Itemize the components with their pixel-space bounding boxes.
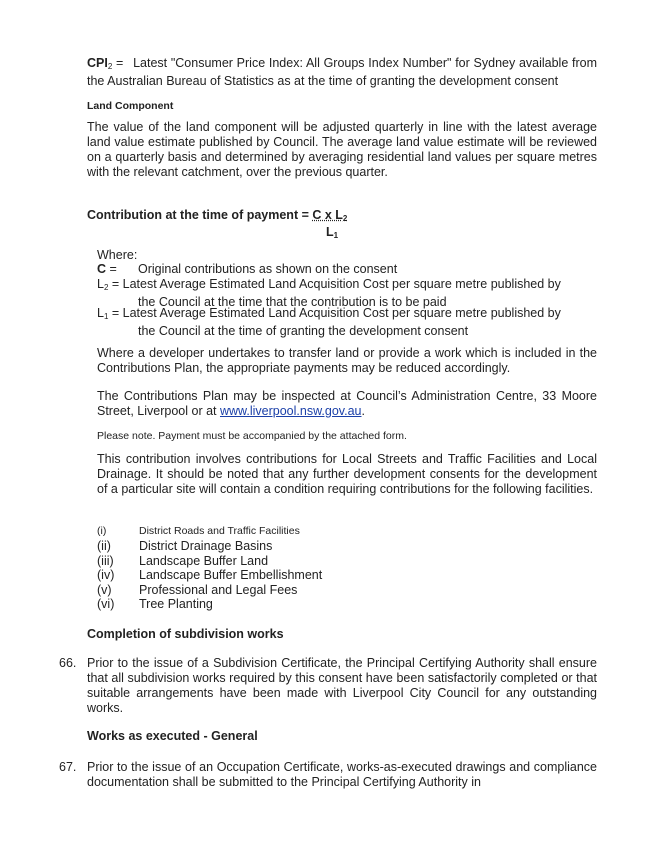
clause-67-text: Prior to the issue of an Occupation Certificate, works-as-executed drawings and compliance documentation shall be submitted to the Principal Certifying Authority in — [87, 760, 597, 789]
completion-heading: Completion of subdivision works — [87, 627, 284, 641]
facilities-list — [97, 525, 497, 612]
cpi-definition — [87, 56, 597, 89]
where-item-c: C = Original contributions as shown on the consent — [97, 262, 398, 276]
payment-note: Please note. Payment must be accompanied by the attached form. — [97, 430, 407, 442]
formula-prefix: Contribution at the time of payment = — [87, 208, 313, 222]
where-item-l2: $L_2$ = Latest Average Estimated Land Acquisition Cost per square metre published by the Council at the time that the contribution is to be paid — [97, 277, 561, 309]
contribution-formula — [87, 208, 347, 226]
list-item: (vi) Tree Planting — [97, 597, 213, 611]
clause-66-number: 66. — [59, 656, 77, 670]
land-component-heading: Land Component — [87, 100, 174, 112]
cpi-text: Latest "Consumer Price Index: All Groups Index Number" for Sydney available from the Australian Bureau of Statistics as at the time of granting the development consent — [87, 56, 598, 88]
involves-paragraph: This contribution involves contributions for Local Streets and Traffic Facilities and Local Drainage. It should be noted that any further development consents for the development of a particular site will contain a condition requiring contributions for the following facilities. — [97, 452, 597, 496]
list-item: (iv) Landscape Buffer Embellishment — [97, 568, 323, 582]
list-item: (v) Professional and Legal Fees — [97, 582, 298, 597]
clause-67-number: 67. — [59, 760, 77, 774]
cpi-equals: = — [112, 56, 128, 70]
cpi-symbol: CPI — [87, 56, 108, 70]
cpi-subscript: 2 — [107, 62, 113, 71]
where-item-l1: $L_1$ = Latest Average Estimated Land Acquisition Cost per square metre published by the Council at the time of granting the development consent — [97, 306, 561, 338]
council-website-link[interactable]: www.liverpool.nsw.gov.au — [219, 404, 362, 418]
where-label: Where: — [97, 248, 138, 262]
land-component-paragraph: The value of the land component will be adjusted quarterly in line with the latest average land value estimate published by Council. The average land value estimate will be reviewed on a quarterly basis and determined by averaging residential land values per square metres with the relevant catchment, over the previous quarter. — [87, 120, 597, 179]
formula-numerator: C x $L_2$ — [312, 208, 348, 223]
works-heading: Works as executed - General — [87, 729, 258, 743]
inspect-paragraph: The Contributions Plan may be inspected at Council’s Administration Centre, 33 Moore Street, Liverpool or at www.liverpool.nsw.gov.au. — [97, 389, 597, 418]
developer-paragraph: Where a developer undertakes to transfer land or provide a work which is included in the Contributions Plan, the appropriate payments may be reduced accordingly. — [97, 346, 597, 375]
formula-denominator: $L_1$ — [326, 225, 339, 240]
list-item: (ii) District Drainage Basins — [97, 539, 273, 553]
clause-66-text: Prior to the issue of a Subdivision Certificate, the Principal Certifying Authority shall ensure that all subdivision works required by this consent have been satisfactorily completed or that suitable arrangements have been made with Liverpool City Council for any outstanding works. — [87, 656, 597, 715]
list-item: (i) District Roads and Traffic Facilities — [97, 525, 300, 537]
list-item: (iii) Landscape Buffer Land — [97, 553, 269, 568]
